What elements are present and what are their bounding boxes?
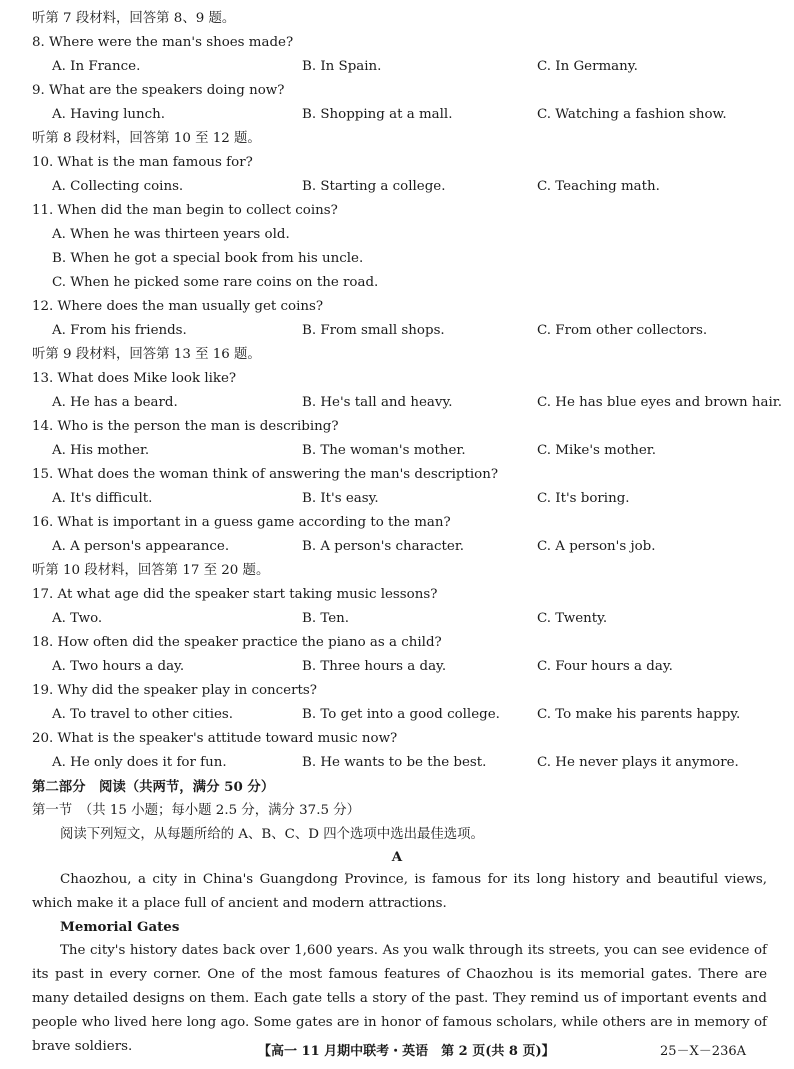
footer-code: 25－X－236A (660, 1044, 746, 1059)
question-13: 13. What does Mike look like? (32, 371, 237, 386)
option-a: A. A person's appearance. (52, 539, 230, 554)
options-row-13 (0, 392, 794, 414)
option-c: C. Twenty. (537, 611, 608, 626)
section-one-heading: 第一节 （共 15 小题；每小题 2.5 分，满分 37.5 分） (32, 803, 361, 818)
option-b: B. Starting a college. (302, 179, 446, 194)
options-row-12 (0, 320, 794, 342)
question-18: 18. How often did the speaker practice the piano as a child? (32, 635, 442, 650)
question-9: 9. What are the speakers doing now? (32, 83, 285, 98)
options-row-19 (0, 704, 794, 726)
question-10: 10. What is the man famous for? (32, 155, 253, 170)
option-b: B. When he got a special book from his uncle. (52, 251, 364, 266)
option-a: A. When he was thirteen years old. (52, 227, 290, 242)
options-row-11b (0, 248, 794, 270)
option-c: C. Teaching math. (537, 179, 660, 194)
options-row-16 (0, 536, 794, 558)
options-row-9 (0, 104, 794, 126)
passage-paragraph-2: The city's history dates back over 1,600 years. As you walk through its streets, you can see evidence of its past in every corner. One of the most famous features of Chaozhou is its memorial gates. There are many detailed designs on them. Each gate tells a story of the past. They remind us of important events and people who lived here long ago. Some gates are in honor of famous scholars, while others are in memory of brave soldiers. (32, 943, 767, 1054)
options-row-8 (0, 56, 794, 78)
footer-page-info: 【高一 11 月期中联考・英语 第 2 页(共 8 页)】 (258, 1044, 555, 1059)
option-a: A. From his friends. (52, 323, 187, 338)
question-11: 11. When did the man begin to collect coins? (32, 203, 338, 218)
subheading-memorial-gates: Memorial Gates (60, 919, 180, 935)
option-a: A. He only does it for fun. (52, 755, 227, 770)
option-a: A. Collecting coins. (52, 179, 184, 194)
option-b: B. He wants to be the best. (302, 755, 487, 770)
passage-paragraph-1: Chaozhou, a city in China's Guangdong Province, is famous for its long history and beautiful views, which make it a place full of ancient and modern attractions. (32, 872, 767, 911)
option-c: C. To make his parents happy. (537, 707, 741, 722)
option-b: B. The woman's mother. (302, 443, 466, 458)
options-row-10 (0, 176, 794, 198)
option-a: A. His mother. (52, 443, 150, 458)
option-b: B. He's tall and heavy. (302, 395, 453, 410)
options-row-11c (0, 272, 794, 294)
section-heading-8: 听第 8 段材料，回答第 10 至 12 题。 (32, 131, 261, 146)
option-a: A. Having lunch. (52, 107, 166, 122)
option-c: C. A person's job. (537, 539, 656, 554)
passage-label: A (391, 849, 403, 865)
option-c: C. Four hours a day. (537, 659, 673, 674)
option-b: B. In Spain. (302, 59, 382, 74)
question-8: 8. Where were the man's shoes made? (32, 35, 294, 50)
option-c: C. When he picked some rare coins on the road. (52, 275, 379, 290)
section-heading-7: 听第 7 段材料，回答第 8、9 题。 (32, 11, 236, 26)
option-b: B. It's easy. (302, 491, 379, 506)
question-12: 12. Where does the man usually get coins? (32, 299, 324, 314)
section-heading-9: 听第 9 段材料，回答第 13 至 16 题。 (32, 347, 261, 362)
options-row-15 (0, 488, 794, 510)
option-c: C. Watching a fashion show. (537, 107, 727, 122)
option-c: C. It's boring. (537, 491, 630, 506)
options-row-17 (0, 608, 794, 630)
question-15: 15. What does the woman think of answering the man's description? (32, 467, 499, 482)
option-c: C. Mike's mother. (537, 443, 656, 458)
question-16: 16. What is important in a guess game according to the man? (32, 515, 451, 530)
option-b: B. To get into a good college. (302, 707, 500, 722)
option-b: B. A person's character. (302, 539, 465, 554)
question-20: 20. What is the speaker's attitude toward music now? (32, 731, 398, 746)
option-a: A. He has a beard. (52, 395, 178, 410)
option-a: A. In France. (52, 59, 141, 74)
question-19: 19. Why did the speaker play in concerts? (32, 683, 317, 698)
option-a: A. Two hours a day. (52, 659, 185, 674)
option-b: B. Shopping at a mall. (302, 107, 453, 122)
question-14: 14. Who is the person the man is describing? (32, 419, 339, 434)
options-row-11a (0, 224, 794, 246)
option-a: A. Two. (52, 611, 103, 626)
options-row-18 (0, 656, 794, 678)
option-c: C. He has blue eyes and brown hair. (537, 395, 782, 410)
option-a: A. It's difficult. (52, 491, 153, 506)
option-b: B. From small shops. (302, 323, 445, 338)
option-c: C. He never plays it anymore. (537, 755, 739, 770)
option-c: C. From other collectors. (537, 323, 708, 338)
option-a: A. To travel to other cities. (52, 707, 234, 722)
option-b: B. Three hours a day. (302, 659, 447, 674)
options-row-20 (0, 752, 794, 774)
question-17: 17. At what age did the speaker start taking music lessons? (32, 587, 438, 602)
section-heading-10: 听第 10 段材料，回答第 17 至 20 题。 (32, 563, 270, 578)
option-c: C. In Germany. (537, 59, 638, 74)
reading-instruction: 阅读下列短文，从每题所给的 A、B、C、D 四个选项中选出最佳选项。 (60, 827, 484, 842)
option-b: B. Ten. (302, 611, 350, 626)
options-row-14 (0, 440, 794, 462)
part-two-title: 第二部分 阅读（共两节，满分 50 分） (32, 779, 275, 795)
